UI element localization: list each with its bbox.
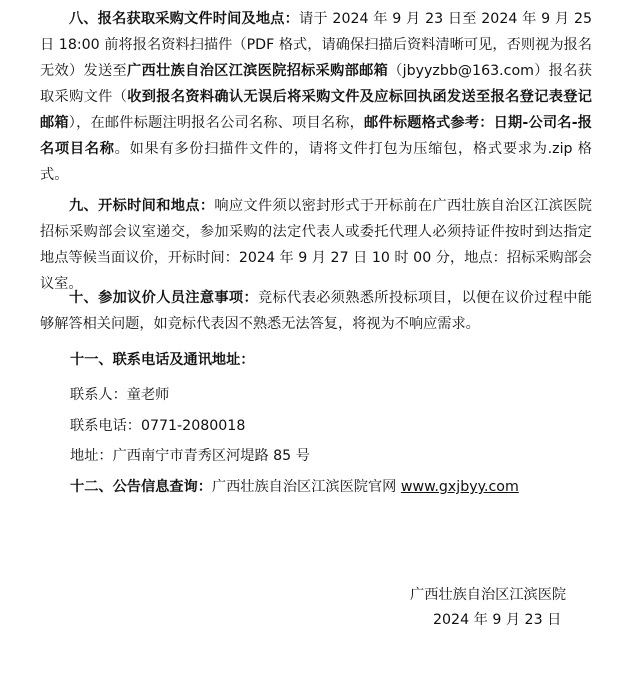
section-8-text-3: ），在邮件标题注明报名公司名称、项目名称， xyxy=(68,115,365,131)
section-9-text: 响应文件须以密封形式于开标前在广西壮族自治区江滨医院招标采购部会议室递交，参加采购的法定代表人或委托代理人必须持证件按时到达指定地点等候当面议价，开标时间：2024 年 9 月 27 日 10 时 00 分，地点：招标采购部会议室。 xyxy=(40,198,592,292)
section-8-bold-2: 收到报名资料确认无误后将采购文件及应标回执函发送至报名登记表登记邮箱 xyxy=(40,89,592,131)
section-8-email: （jbyyzbb@163.com） xyxy=(388,63,549,79)
section-8-text-4: 。如果有多份扫描件文件的，请将文件打包为压缩包，格式要求为.zip 格式。 xyxy=(40,141,592,183)
contact-person: 联系人：童老师 xyxy=(70,387,170,403)
section-8-bold-3: 邮件标题格式参考：日期-公司名-报名项目名称 xyxy=(40,115,592,157)
section-9-heading: 九、开标时间和地点： xyxy=(69,198,215,214)
section-10-heading: 十、参加议价人员注意事项： xyxy=(69,290,258,306)
section-8-text-2: 报名获取采购文件（ xyxy=(40,63,592,105)
signature-date: 2024 年 9 月 23 日 xyxy=(433,612,562,628)
section-10-text: 竞标代表必须熟悉所投标项目，以便在议价过程中能够解答相关问题，如竞标代表因不熟悉无法答复，将视为不响应需求。 xyxy=(40,290,592,332)
section-12-text: 广西壮族自治区江滨医院官网 xyxy=(211,479,397,495)
contact-phone: 联系电话：0771-2080018 xyxy=(70,418,246,434)
website-link[interactable]: www.gxjbyy.com xyxy=(400,479,519,495)
section-10-paragraph xyxy=(40,285,592,337)
section-8-bold-1: 广西壮族自治区江滨医院招标采购部邮箱 xyxy=(127,63,389,79)
section-9-paragraph xyxy=(40,193,592,297)
section-12-line xyxy=(70,474,519,500)
section-8-paragraph xyxy=(40,6,592,188)
section-8-text-1: 请于 2024 年 9 月 23 日至 2024 年 9 月 25 日 18:00 前将报名资料扫描件（PDF 格式，请确保扫描后资料清晰可见，否则视为报名无效）发送至 xyxy=(40,11,592,79)
signature-organization: 广西壮族自治区江滨医院 xyxy=(410,587,567,603)
section-11-heading: 十一、联系电话及通讯地址： xyxy=(70,352,255,368)
section-12-heading: 十二、公告信息查询： xyxy=(70,479,212,495)
contact-address: 地址：广西南宁市青秀区河堤路 85 号 xyxy=(70,448,310,464)
section-8-heading: 八、报名获取采购文件时间及地点： xyxy=(69,11,299,27)
